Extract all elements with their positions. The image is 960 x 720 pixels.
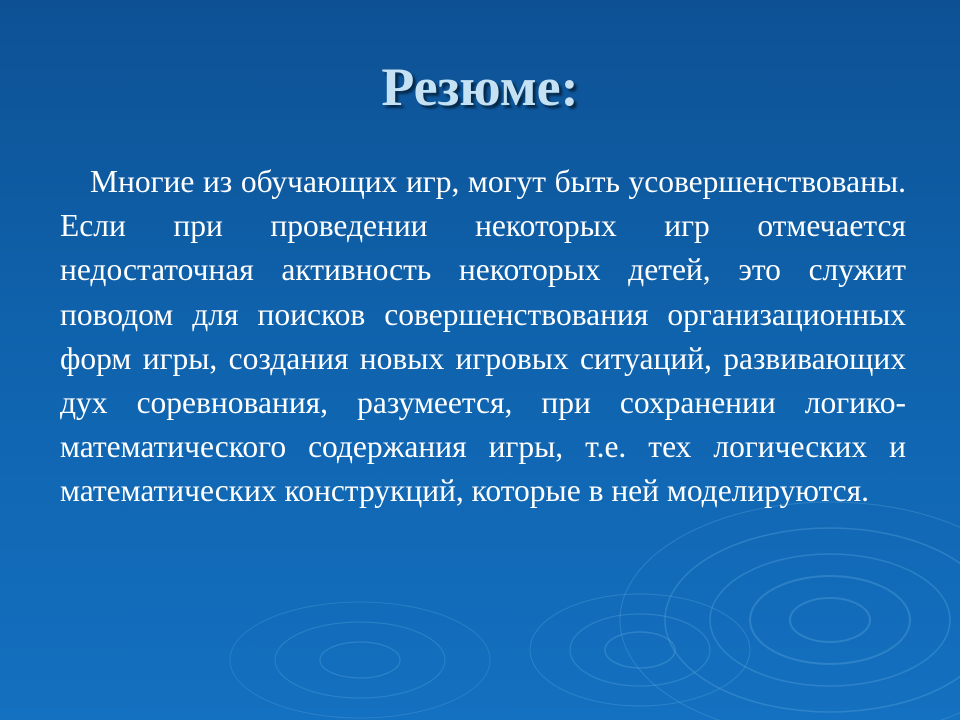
slide-body-text: Многие из обучающих игр, могут быть усовершенствованы. Если при проведении некоторых игр отмечается недостаточная активность некоторых детей, это служит поводом для поисков совершенствования организационных форм игры, создания новых игровых ситуаций, развивающих дух соревнования, разумеется, при сохранении логико-математического содержания игры, т.е. тех логических и математических конструкций, которые в ней моделируются. (60, 164, 906, 509)
slide-title: Резюме: (381, 57, 579, 117)
